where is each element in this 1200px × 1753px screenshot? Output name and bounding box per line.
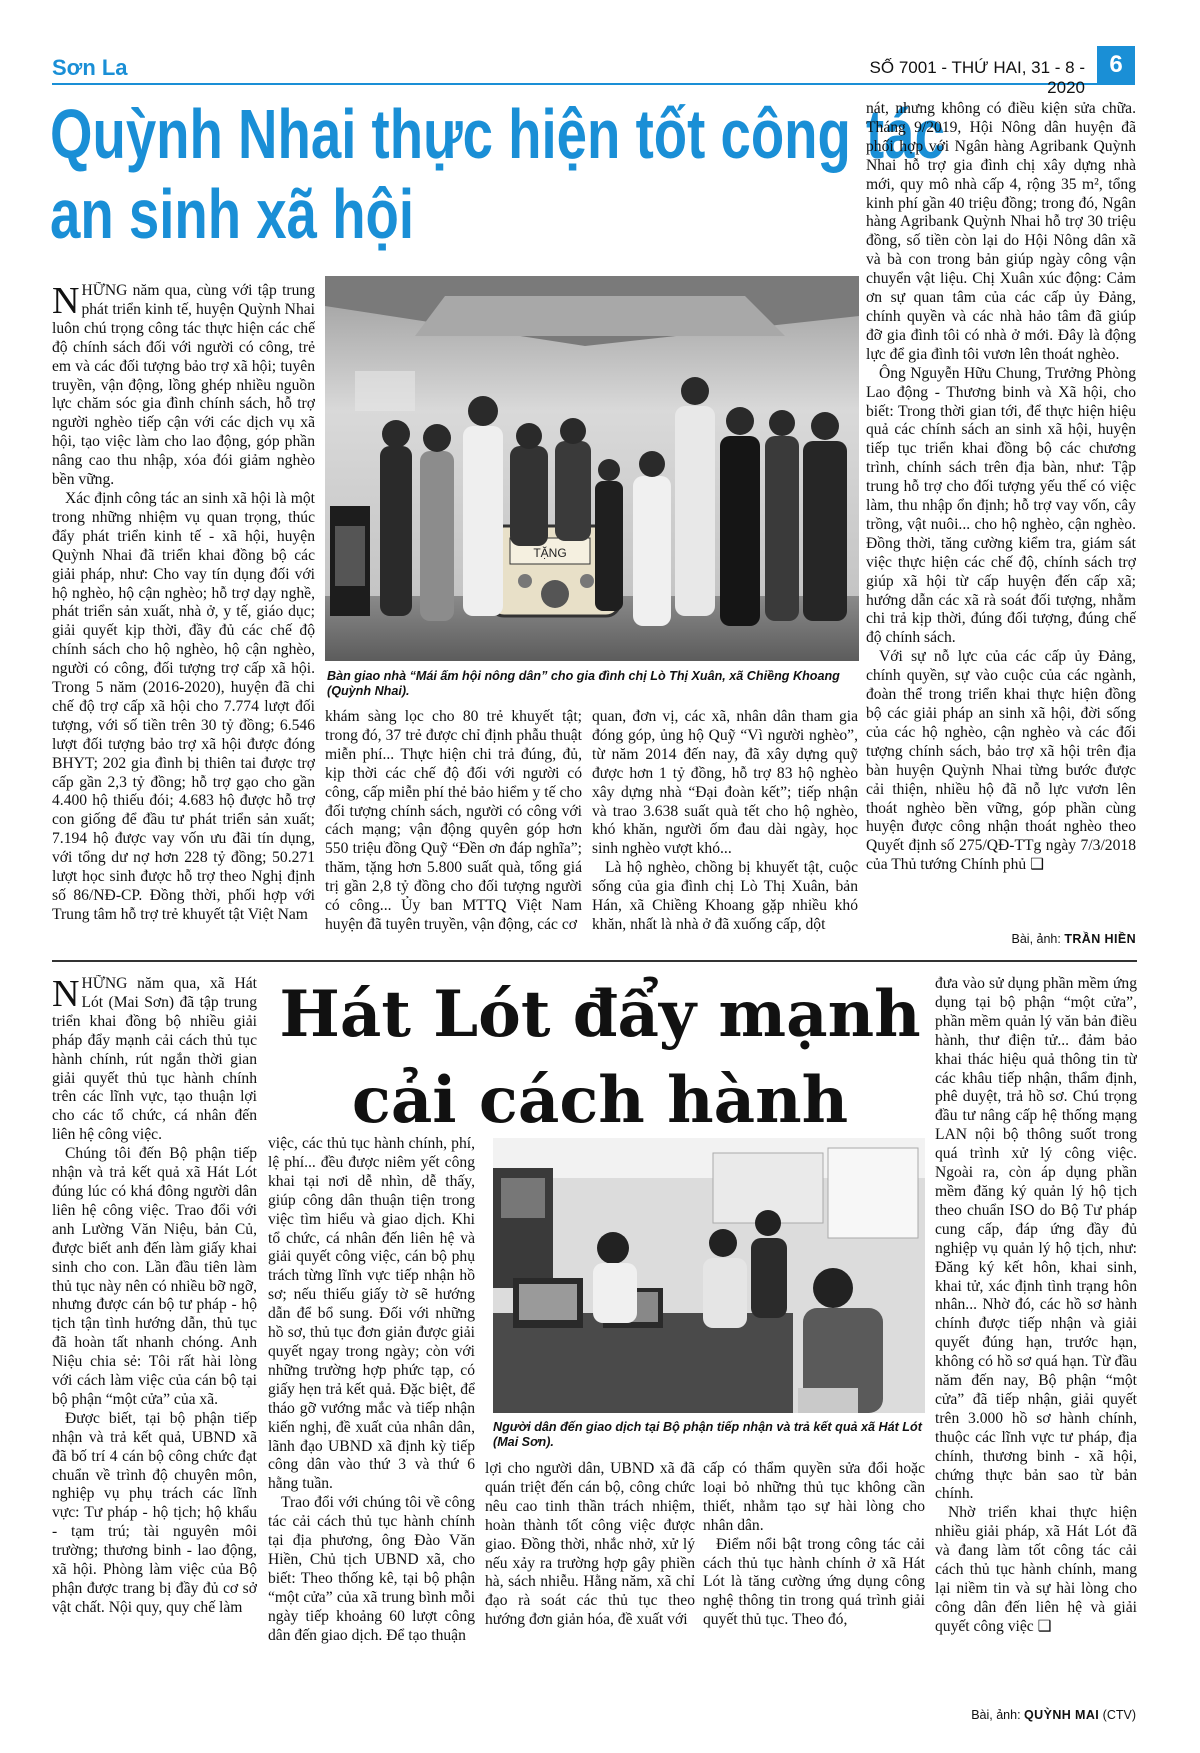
section-name: Sơn La — [52, 55, 128, 80]
article2-paragraph-3: Được biết, tại bộ phận tiếp nhận và trả kết quả, UBND xã đã bố trí 4 cán bộ công chức đạt chuẩn về trình độ chuyên môn, nghiệp vụ phụ trách các lĩnh vực: Tư pháp - hộ tịch; hộ khẩu - tạm trú; tài nguyên môi trường; thương binh - lao động, xã hội. Phòng làm việc của Bộ phận được trang bị đầy đủ cơ sở vật chất. Nội quy, quy chế làm — [52, 1409, 257, 1616]
article1-paragraph-2: Xác định công tác an sinh xã hội là một trong những nhiệm vụ quan trọng, thúc đẩy phát triển kinh tế - xã hội, huyện Quỳnh Nhai đã triển khai đồng bộ các giải pháp, như: Cho vay tín dụng đối với hộ nghèo, hộ cận nghèo; hỗ trợ dạy nghề, phát triển sản xuất, nhà ở, y tế, giáo dục; giải quyết kịp thời, đầy đủ các chế độ chính sách cho hộ nghèo, hộ cận nghèo, người có công, đối tượng trợ cấp xã hội. Trong 5 năm (2016-2020), huyện đã chi chế độ trợ cấp xã hội cho 7.774 lượt đối tượng, với số tiền trên 30 tỷ đồng; 6.546 lượt đối tượng bảo trợ xã hội được đóng BHYT; 202 gia đình bị thiên tai được trợ cấp gần 2,3 tỷ đồng; hỗ trợ gạo cho gần 4.400 hộ thiếu đói; 4.683 hộ được hỗ trợ con giống để đầu tư phát triển sản xuất; 7.194 hộ được vay vốn ưu đãi tín dụng, với tổng dư nợ hơn 228 tỷ đồng; 50.271 lượt học sinh được hỗ trợ theo Nghị định số 86/NĐ-CP. Đồng thời, phối hợp với Trung tâm hỗ trợ trẻ khuyết tật Việt Nam — [52, 489, 315, 923]
article1-byline — [900, 932, 1136, 946]
article2-lead: HỮNG năm qua, xã Hát Lót (Mai Sơn) đã tập trung triển khai đồng bộ nhiều giải pháp đẩy mạnh cải cách thủ tục hành chính, rút ngắn thời gian giải quyết thủ tục hành chính trên các lĩnh vực, tạo thuận lợi cho các tổ chức, cá nhân đến liên hệ công việc. — [52, 975, 257, 1144]
article1-byline-author: TRẦN HIỀN — [1064, 932, 1136, 946]
article2-col3-text: lợi cho người dân, UBND xã đã quán triệt đến cán bộ, công chức nêu cao tinh thần trách nhiệm, hoàn thành tốt công việc được giao. Đồng thời, nhắc nhở, xử lý nếu xảy ra trường hợp gây phiền hà, sách nhiễu. Hằng năm, xã chỉ đạo rà soát các thủ tục theo hướng đơn giản hóa, đề xuất với — [485, 1460, 695, 1629]
article1-dropcap: N — [52, 282, 80, 322]
article2-byline-suffix: (CTV) — [1099, 1708, 1136, 1722]
article1-byline-prefix: Bài, ảnh: — [1011, 932, 1065, 946]
article2-column-3 — [485, 1460, 695, 1730]
article2-column-4 — [703, 1460, 925, 1730]
article1-photo-gift-label: TẶNG — [533, 546, 567, 560]
article1-col4-p3: Với sự nỗ lực của các cấp ủy Đảng, chính quyền, sự vào cuộc của các ngành, đoàn thể trong triển khai thực hiện đồng bộ các giải pháp an sinh xã hội, đời sống của các hộ nghèo, cận nghèo và các đối tượng chính sách, bảo trợ xã hội trên địa bàn huyện Quỳnh Nhai từng bước được cải thiện, nhiều hộ đã nỗ lực vươn lên thoát nghèo bền vững, góp phần cùng huyện được công nhận thoát nghèo theo Quyết định số 275/QĐ-TTg ngày 7/3/2018 của Thủ tướng Chính phủ — [866, 648, 1136, 874]
article2-col5-p2: Nhờ triển khai thực hiện nhiều giải pháp, xã Hát Lót đã và đang làm tốt công tác cải cách thủ tục hành chính, mang lại niềm tin và sự hài lòng cho công dân đến liên hệ và giải quyết công việc — [935, 1504, 1137, 1635]
article2-column-2 — [268, 1135, 475, 1730]
article2-col2-p2: Trao đổi với chúng tôi về công tác cải cách thủ tục hành chính tại địa phương, ông Đào Văn Hiền, Chủ tịch UBND xã, cho biết: Theo thống kê, tại bộ phận “một cửa” của xã trung bình mỗi ngày tiếp khoảng 60 lượt công dân đến giao dịch. Để tạo thuận — [268, 1494, 475, 1644]
article1-column-2 — [325, 708, 582, 952]
article2-byline — [900, 1708, 1136, 1722]
page-number: 6 — [1109, 51, 1123, 78]
article2-byline-author: QUỲNH MAI — [1024, 1708, 1100, 1722]
article2-photo-image — [493, 1138, 925, 1413]
article1-col4-p2: Ông Nguyễn Hữu Chung, Trưởng Phòng Lao động - Thương binh và Xã hội, cho biết: Trong thời gian tới, để thực hiện hiệu quả các chính sách an sinh xã hội, huyện tiếp tục triển khai đồng bộ các chương trình, chính sách trên địa bàn, như: Tập trung hỗ trợ cho đối tượng yếu thế có việc làm, thu nhập ổn định; hỗ trợ vay vốn, cây trồng, vật nuôi... cho hộ nghèo, cận nghèo. Đồng thời, tăng cường kiểm tra, giám sát việc thực hiện các chế độ, chính sách trợ giúp xã hội từ cấp huyện đến cấp xã; hướng dẫn các xã rà soát đối tượng, nhằm chi trả kịp thời, đúng đối tượng, đúng chế độ chính sách. — [866, 364, 1136, 647]
article1-title-line2: an sinh xã hội — [50, 175, 415, 253]
article1-column-4 — [866, 100, 1136, 940]
article2-dropcap: N — [52, 975, 80, 1015]
article1-col3-p2: Là hộ nghèo, chồng bị khuyết tật, cuộc sống của gia đình chị Lò Thị Xuân, bản Hán, xã Chiềng Khoang gặp nhiều khó khăn, nhất là nhà ở đã xuống cấp, dột — [592, 859, 858, 933]
article1-col2-text: khám sàng lọc cho 80 trẻ khuyết tật; trong đó, 37 trẻ được chỉ định phẫu thuật miễn phí... Thực hiện chi trả đúng, đủ, kịp thời các chế độ đối với người có công, cấp miễn phí thẻ bảo hiểm y tế cho đối tượng chính sách, người có công với cách mạng; vận động quyên góp hơn 550 triệu đồng Quỹ “Đền ơn đáp nghĩa”; thăm, tặng hơn 5.800 suất quà, tổng giá trị gần 2,8 tỷ đồng cho đối tượng người có công... Ủy ban MTTQ Việt Nam huyện đã tuyên truyền, vận động, các cơ — [325, 708, 582, 933]
article1-title — [50, 94, 945, 254]
article2-col5-p1: đưa vào sử dụng phần mềm ứng dụng tại bộ phận “một cửa”, phần mềm quản lý văn bản điều hành, thư điện tử... đảm bảo khai thác hiệu quả thông tin từ các khâu tiếp nhận, thẩm định, phê duyệt, trả hồ sơ. Chú trọng đầu tư nâng cấp hệ thống mạng LAN nội bộ thông suốt trong quá trình xử lý công việc. Ngoài ra, còn áp dụng phần mềm đăng ký quản lý hộ tịch theo chuẩn ISO do Bộ Tư pháp cung cấp, đáp ứng đầy đủ nghiệp vụ quản lý hộ tịch, như: Đăng ký kết hôn, khai sinh, khai tử, xác định tình trạng hôn nhân... Nhờ đó, các hồ sơ hành chính được tiếp nhận và giải quyết đúng hạn, trước hạn, không có hồ sơ quá hạn. Từ đầu năm đến nay, Bộ phận “một cửa” đã tiếp nhận, giải quyết trên 3.000 hồ sơ hành chính, thuộc các lĩnh vực tư pháp, địa chính, thương binh - xã hội, chứng thực bản sao từ bản chính. — [935, 975, 1137, 1503]
article2-title-line1: Hát Lót đẩy mạnh — [279, 977, 921, 1052]
article2-col2-p1: việc, các thủ tục hành chính, phí, lệ phí... đều được niêm yết công khai tại nơi dễ nhìn, dễ thấy, giúp công dân thuận tiện trong việc tìm hiểu và giao dịch. Khi tổ chức, cá nhân đến liên hệ và giải quyết công việc, cán bộ phụ trách từng lĩnh vực tiếp nhận hồ sơ; nếu thiếu giấy tờ sẽ hướng dẫn để bổ sung. Đối với những hồ sơ, thủ tục đơn giản được giải quyết ngay trong ngày; còn với những trường hợp phức tạp, có giấy hẹn trả kết quả. Đặc biệt, để tháo gỡ vướng mắc và tiếp nhận kiến nghị, đề xuất của nhân dân, lãnh đạo UBND xã định kỳ tiếp công dân vào thứ 3 và thứ 6 hằng tuần. — [268, 1135, 475, 1493]
article1-column-3 — [592, 708, 858, 952]
article2-column-5 — [935, 975, 1137, 1700]
page-header — [0, 0, 1200, 97]
article-divider — [52, 960, 1137, 962]
article1-title-line1: Quỳnh Nhai thực hiện tốt công tác — [50, 95, 945, 173]
article2-end-mark: ❑ — [1037, 1617, 1052, 1635]
article2-title-line2: cải cách hành — [351, 1063, 849, 1138]
article2-paragraph-2: Chúng tôi đến Bộ phận tiếp nhận và trả kết quả xã Hát Lót đúng lúc có khá đông người dân liên hệ công việc. Trao đổi với anh Lường Văn Niệu, bản Củ, được biết anh đến làm giấy khai sinh cho con. Lần đầu tiên làm thủ tục này nên có nhiều bỡ ngỡ, nhưng được cán bộ tư pháp - hộ tịch tận tình hướng dẫn, thủ tục đã hoàn tất nhanh chóng. Anh Niệu chia sẻ: Tôi rất hài lòng với cách làm việc của cán bộ tại bộ phận “một cửa” của xã. — [52, 1145, 257, 1408]
article1-photo — [325, 276, 859, 661]
article1-photo-caption: Bàn giao nhà “Mái ấm hội nông dân” cho gia đình chị Lò Thị Xuân, xã Chiềng Khoang (Quỳnh Nhai). — [327, 669, 840, 698]
article1-col4-p1: nát, nhưng không có điều kiện sửa chữa. Tháng 9/2019, Hội Nông dân huyện đã phối hợp với Ngân hàng Agribank Quỳnh Nhai hỗ trợ gia đình chị xây dựng nhà mới, quy mô nhà cấp 4, rộng 35 m², tổng kinh phí gần 40 triệu đồng; trong đó, Ngân hàng Agribank Quỳnh Nhai hỗ trợ 30 triệu đồng, số tiền còn lại do Hội Nông dân xã và bà con trong bản giúp ngày công vận chuyển vật liệu. Chị Xuân xúc động: Cảm ơn sự quan tâm của các cấp ủy Đảng, chính quyền và các nhà hảo tâm đã giúp đỡ gia đình tôi có nhà ở mới. Đây là động lực để gia đình tôi vươn lên thoát nghèo. — [866, 100, 1136, 363]
article1-column-1 — [52, 282, 315, 952]
article2-byline-prefix: Bài, ảnh: — [971, 1708, 1025, 1722]
article2-col4-p2: Điểm nổi bật trong công tác cải cách thủ tục hành chính ở xã Hát Lót là tăng cường ứng dụng công nghệ thông tin trong quá trình giải quyết thủ tục. Theo đó, — [703, 1535, 925, 1629]
page-number-box — [1097, 46, 1135, 84]
issue-info: SỐ 7001 - THỨ HAI, 31 - 8 - 2020 — [869, 58, 1085, 97]
article1-col3-p1: quan, đơn vị, các xã, nhân dân tham gia đóng góp, ủng hộ Quỹ “Vì người nghèo”, từ năm 2014 đến nay, đã xây dựng quỹ được hơn 1 tỷ đồng, hỗ trợ 83 hộ nghèo xây dựng nhà “Đại đoàn kết”; tiếp nhận và trao 3.638 suất quà tết cho hộ nghèo, khó khăn, người ốm đau dài ngày, học sinh nghèo vượt khó... — [592, 708, 858, 858]
article1-photo-image — [325, 276, 859, 661]
article1-lead: HỮNG năm qua, cùng với tập trung phát triển kinh tế, huyện Quỳnh Nhai luôn chú trọng công tác thực hiện các chế độ chính sách đối với người có công, trẻ em và các đối tượng bảo trợ xã hội; tuyên truyền, vận động, lồng ghép nhiều nguồn lực chăm sóc gia đình chính sách, hỗ trợ người nghèo tiếp cận với các dịch vụ xã hội, tạo việc làm cho lao động, góp phần nâng cao thu nhập, xóa đói giảm nghèo bền vững. — [52, 282, 315, 489]
article2-photo-caption: Người dân đến giao dịch tại Bộ phận tiếp nhận và trả kết quả xã Hát Lót (Mai Sơn). — [493, 1420, 922, 1449]
article1-end-mark: ❑ — [1030, 856, 1045, 874]
article2-column-1 — [52, 975, 257, 1730]
article2-col4-p1: cấp có thẩm quyền sửa đổi hoặc loại bỏ những thủ tục không cần thiết, nhằm tạo sự hài lòng cho nhân dân. — [703, 1460, 925, 1534]
article2-photo — [493, 1138, 925, 1413]
